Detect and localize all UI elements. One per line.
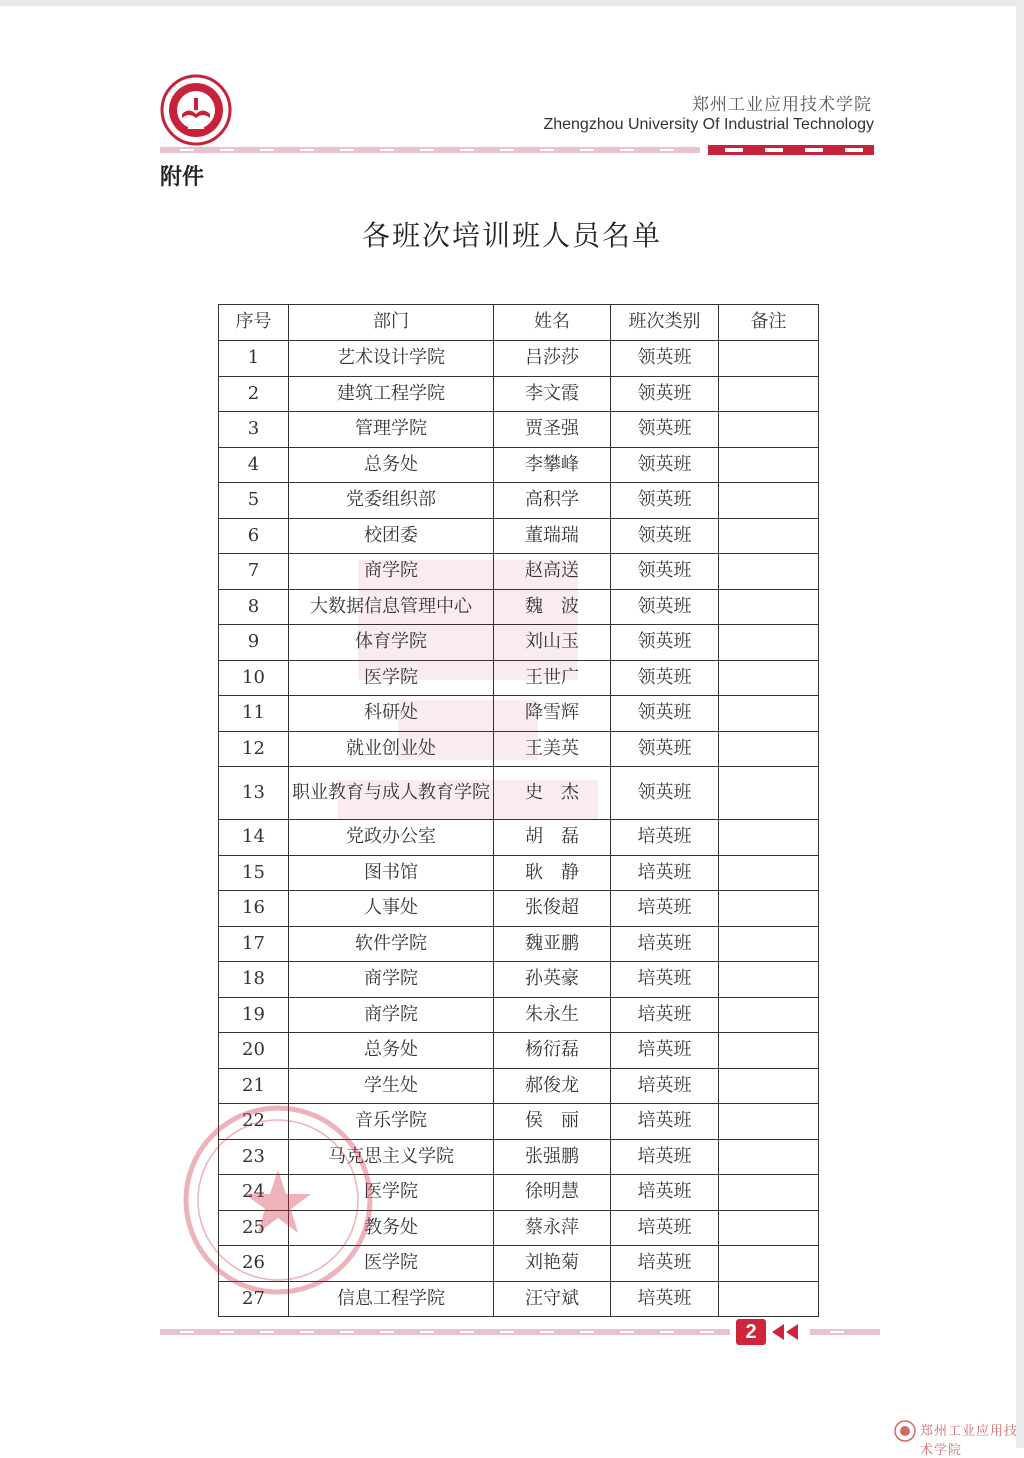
table-row bbox=[219, 1033, 819, 1069]
cell-remarks bbox=[719, 1104, 819, 1140]
cell-remarks bbox=[719, 625, 819, 661]
cell-index: 13 bbox=[219, 767, 289, 820]
header-class-type: 班次类别 bbox=[611, 305, 719, 341]
cell-remarks bbox=[719, 1210, 819, 1246]
cell-remarks bbox=[719, 767, 819, 820]
attachment-label: 附件 bbox=[160, 165, 205, 190]
cell-class-type: 培英班 bbox=[611, 1175, 719, 1211]
cell-index: 4 bbox=[219, 447, 289, 483]
table-row bbox=[219, 518, 819, 554]
cell-name: 刘艳菊 bbox=[494, 1246, 611, 1282]
cell-department: 学生处 bbox=[289, 1068, 494, 1104]
cell-class-type: 领英班 bbox=[611, 518, 719, 554]
cell-remarks bbox=[719, 660, 819, 696]
cell-name: 朱永生 bbox=[494, 997, 611, 1033]
cell-name: 王美英 bbox=[494, 731, 611, 767]
cell-name: 魏 波 bbox=[494, 589, 611, 625]
cell-class-type: 培英班 bbox=[611, 997, 719, 1033]
cell-name: 汪守斌 bbox=[494, 1281, 611, 1317]
cell-remarks bbox=[719, 926, 819, 962]
cell-department: 马克思主义学院 bbox=[289, 1139, 494, 1175]
cell-class-type: 领英班 bbox=[611, 625, 719, 661]
table-row bbox=[219, 997, 819, 1033]
table-row bbox=[219, 855, 819, 891]
cell-name: 张俊超 bbox=[494, 891, 611, 927]
cell-class-type: 领英班 bbox=[611, 483, 719, 519]
cell-index: 14 bbox=[219, 820, 289, 856]
cell-name: 吕莎莎 bbox=[494, 341, 611, 377]
cell-class-type: 领英班 bbox=[611, 589, 719, 625]
footer-emblem-icon bbox=[894, 1420, 916, 1442]
cell-index: 1 bbox=[219, 341, 289, 377]
cell-name: 贾圣强 bbox=[494, 412, 611, 448]
cell-remarks bbox=[719, 997, 819, 1033]
table-row bbox=[219, 962, 819, 998]
cell-index: 15 bbox=[219, 855, 289, 891]
scan-top-edge bbox=[0, 0, 1024, 6]
cell-remarks bbox=[719, 412, 819, 448]
cell-index: 6 bbox=[219, 518, 289, 554]
footer-brand-text: 郑州工业应用技术学院 bbox=[920, 1424, 1019, 1458]
cell-department: 软件学院 bbox=[289, 926, 494, 962]
header-remarks: 备注 bbox=[719, 305, 819, 341]
university-name-en: Zhengzhou University Of Industrial Technology bbox=[543, 116, 874, 133]
cell-department: 校团委 bbox=[289, 518, 494, 554]
cell-index: 10 bbox=[219, 660, 289, 696]
cell-remarks bbox=[719, 962, 819, 998]
cell-index: 12 bbox=[219, 731, 289, 767]
cell-department: 就业创业处 bbox=[289, 731, 494, 767]
table-row bbox=[219, 1068, 819, 1104]
cell-remarks bbox=[719, 554, 819, 590]
cell-index: 17 bbox=[219, 926, 289, 962]
cell-remarks bbox=[719, 891, 819, 927]
cell-department: 医学院 bbox=[289, 1246, 494, 1282]
table-row bbox=[219, 696, 819, 732]
cell-remarks bbox=[719, 518, 819, 554]
university-emblem-icon bbox=[160, 74, 232, 146]
cell-department: 职业教育与成人教育学院 bbox=[289, 767, 494, 820]
cell-index: 9 bbox=[219, 625, 289, 661]
cell-class-type: 培英班 bbox=[611, 820, 719, 856]
table-row bbox=[219, 554, 819, 590]
cell-index: 20 bbox=[219, 1033, 289, 1069]
cell-index: 8 bbox=[219, 589, 289, 625]
cell-name: 耿 静 bbox=[494, 855, 611, 891]
cell-name: 蔡永萍 bbox=[494, 1210, 611, 1246]
cell-remarks bbox=[719, 1139, 819, 1175]
cell-remarks bbox=[719, 1246, 819, 1282]
cell-class-type: 培英班 bbox=[611, 1033, 719, 1069]
cell-class-type: 领英班 bbox=[611, 341, 719, 377]
cell-department: 大数据信息管理中心 bbox=[289, 589, 494, 625]
cell-class-type: 领英班 bbox=[611, 447, 719, 483]
cell-index: 21 bbox=[219, 1068, 289, 1104]
table-row bbox=[219, 820, 819, 856]
cell-remarks bbox=[719, 731, 819, 767]
header-decorative-band bbox=[160, 144, 874, 156]
cell-class-type: 领英班 bbox=[611, 767, 719, 820]
cell-department: 人事处 bbox=[289, 891, 494, 927]
cell-department: 体育学院 bbox=[289, 625, 494, 661]
cell-department: 总务处 bbox=[289, 1033, 494, 1069]
cell-department: 教务处 bbox=[289, 1210, 494, 1246]
cell-name: 董瑞瑞 bbox=[494, 518, 611, 554]
table-header-row bbox=[219, 305, 819, 341]
cell-class-type: 培英班 bbox=[611, 855, 719, 891]
cell-name: 侯 丽 bbox=[494, 1104, 611, 1140]
cell-department: 商学院 bbox=[289, 554, 494, 590]
cell-index: 27 bbox=[219, 1281, 289, 1317]
cell-remarks bbox=[719, 341, 819, 377]
cell-index: 25 bbox=[219, 1210, 289, 1246]
cell-remarks bbox=[719, 447, 819, 483]
official-seal-stamp bbox=[178, 1100, 378, 1300]
cell-name: 张强鹏 bbox=[494, 1139, 611, 1175]
cell-name: 高积学 bbox=[494, 483, 611, 519]
cell-department: 党委组织部 bbox=[289, 483, 494, 519]
table-row bbox=[219, 926, 819, 962]
table-row bbox=[219, 891, 819, 927]
cell-index: 5 bbox=[219, 483, 289, 519]
cell-name: 王世广 bbox=[494, 660, 611, 696]
cell-department: 管理学院 bbox=[289, 412, 494, 448]
cell-class-type: 领英班 bbox=[611, 376, 719, 412]
cell-department: 建筑工程学院 bbox=[289, 376, 494, 412]
cell-department: 科研处 bbox=[289, 696, 494, 732]
cell-name: 降雪辉 bbox=[494, 696, 611, 732]
cell-name: 杨衍磊 bbox=[494, 1033, 611, 1069]
table-row bbox=[219, 731, 819, 767]
cell-class-type: 培英班 bbox=[611, 962, 719, 998]
cell-remarks bbox=[719, 589, 819, 625]
table-row bbox=[219, 589, 819, 625]
cell-remarks bbox=[719, 1068, 819, 1104]
cell-index: 16 bbox=[219, 891, 289, 927]
cell-class-type: 领英班 bbox=[611, 731, 719, 767]
cell-index: 19 bbox=[219, 997, 289, 1033]
page-number-badge: 2 bbox=[736, 1319, 766, 1345]
cell-remarks bbox=[719, 1033, 819, 1069]
cell-name: 胡 磊 bbox=[494, 820, 611, 856]
cell-index: 24 bbox=[219, 1175, 289, 1211]
cell-class-type: 领英班 bbox=[611, 554, 719, 590]
cell-class-type: 领英班 bbox=[611, 412, 719, 448]
table-row bbox=[219, 625, 819, 661]
cell-name: 刘山玉 bbox=[494, 625, 611, 661]
cell-index: 3 bbox=[219, 412, 289, 448]
cell-class-type: 培英班 bbox=[611, 1210, 719, 1246]
table-row bbox=[219, 447, 819, 483]
cell-index: 7 bbox=[219, 554, 289, 590]
header-name: 姓名 bbox=[494, 305, 611, 341]
cell-department: 总务处 bbox=[289, 447, 494, 483]
cell-department: 医学院 bbox=[289, 660, 494, 696]
cell-index: 23 bbox=[219, 1139, 289, 1175]
table-row bbox=[219, 341, 819, 377]
table-row bbox=[219, 767, 819, 820]
table-row bbox=[219, 660, 819, 696]
cell-index: 2 bbox=[219, 376, 289, 412]
cell-class-type: 培英班 bbox=[611, 891, 719, 927]
cell-department: 医学院 bbox=[289, 1175, 494, 1211]
document-title: 各班次培训班人员名单 bbox=[361, 219, 662, 252]
cell-index: 22 bbox=[219, 1104, 289, 1140]
cell-name: 史 杰 bbox=[494, 767, 611, 820]
cell-class-type: 领英班 bbox=[611, 696, 719, 732]
cell-department: 商学院 bbox=[289, 962, 494, 998]
cell-name: 魏亚鹏 bbox=[494, 926, 611, 962]
cell-remarks bbox=[719, 1281, 819, 1317]
cell-department: 信息工程学院 bbox=[289, 1281, 494, 1317]
cell-name: 赵高送 bbox=[494, 554, 611, 590]
cell-remarks bbox=[719, 1175, 819, 1211]
cell-class-type: 领英班 bbox=[611, 660, 719, 696]
cell-remarks bbox=[719, 376, 819, 412]
university-name-cn: 郑州工业应用技术学院 bbox=[692, 95, 872, 115]
double-left-arrow-icon bbox=[770, 1322, 802, 1342]
table-row bbox=[219, 376, 819, 412]
cell-name: 郝俊龙 bbox=[494, 1068, 611, 1104]
cell-class-type: 培英班 bbox=[611, 1246, 719, 1282]
header-department: 部门 bbox=[289, 305, 494, 341]
cell-remarks bbox=[719, 483, 819, 519]
cell-class-type: 培英班 bbox=[611, 926, 719, 962]
cell-name: 李文霞 bbox=[494, 376, 611, 412]
cell-index: 26 bbox=[219, 1246, 289, 1282]
cell-index: 18 bbox=[219, 962, 289, 998]
cell-department: 艺术设计学院 bbox=[289, 341, 494, 377]
header-index: 序号 bbox=[219, 305, 289, 341]
cell-name: 李攀峰 bbox=[494, 447, 611, 483]
cell-department: 商学院 bbox=[289, 997, 494, 1033]
cell-class-type: 培英班 bbox=[611, 1068, 719, 1104]
cell-department: 图书馆 bbox=[289, 855, 494, 891]
cell-class-type: 培英班 bbox=[611, 1139, 719, 1175]
cell-class-type: 培英班 bbox=[611, 1104, 719, 1140]
cell-remarks bbox=[719, 820, 819, 856]
cell-department: 音乐学院 bbox=[289, 1104, 494, 1140]
table-row bbox=[219, 483, 819, 519]
cell-index: 11 bbox=[219, 696, 289, 732]
cell-name: 孙英豪 bbox=[494, 962, 611, 998]
cell-remarks bbox=[719, 696, 819, 732]
cell-department: 党政办公室 bbox=[289, 820, 494, 856]
cell-remarks bbox=[719, 855, 819, 891]
cell-name: 徐明慧 bbox=[494, 1175, 611, 1211]
table-row bbox=[219, 412, 819, 448]
cell-class-type: 培英班 bbox=[611, 1281, 719, 1317]
